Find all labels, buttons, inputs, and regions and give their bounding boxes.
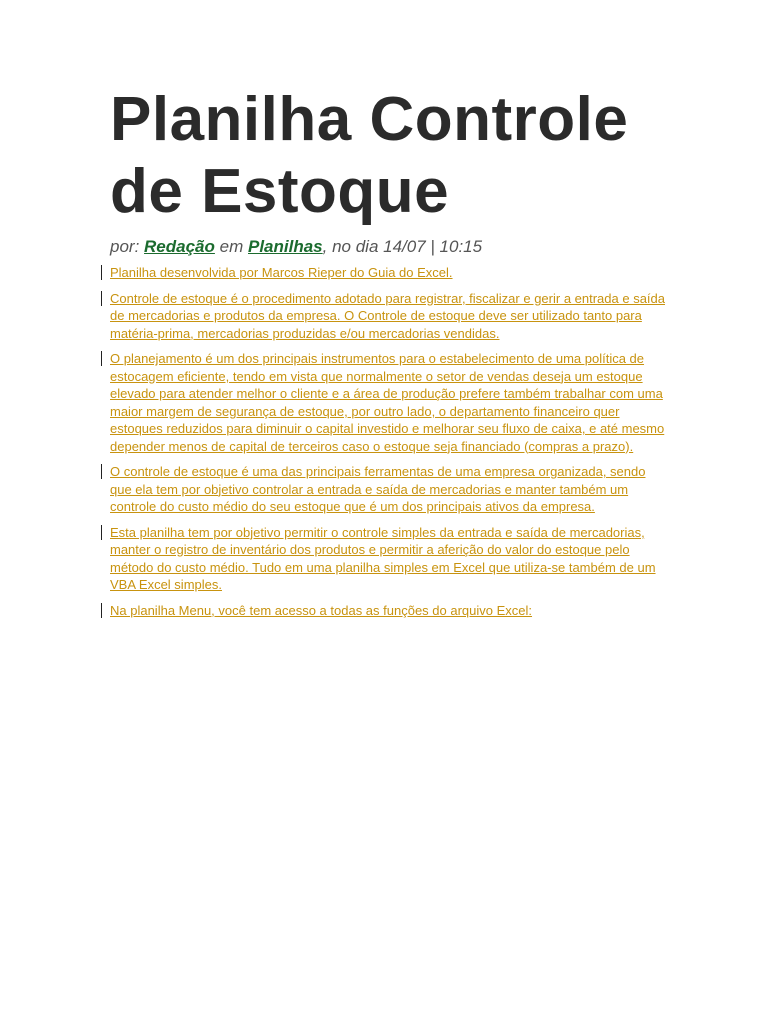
paragraph-text: O planejamento é um dos principais instrumentos para o estabelecimento de uma política de estocagem eficiente, tendo em vista que normalmente o setor de vendas deseja um estoque elevado para atender melhor o cliente e a área de produção prefere também trabalhar com uma maior margem de segurança de estoque, por outro lado, o departamento financeiro quer estoques reduzidos para diminuir o capital investido e melhorar seu fluxo de caixa, e até mesmo depender menos de capital de terceiros caso o estoque seja financiado (compras a prazo).: [110, 351, 665, 454]
paragraph-3[interactable]: [110, 350, 666, 455]
text-cursor-marker: [101, 603, 102, 618]
article-body: [110, 264, 666, 619]
byline-prefix: por:: [110, 237, 140, 256]
byline-date: , no dia 14/07 | 10:15: [322, 237, 483, 256]
text-cursor-marker: [101, 525, 102, 540]
text-cursor-marker: [101, 291, 102, 306]
byline: [110, 236, 666, 258]
text-cursor-marker: [101, 464, 102, 479]
paragraph-text: Planilha desenvolvida por Marcos Rieper do Guia do Excel.: [110, 265, 453, 280]
category-link[interactable]: Planilhas: [248, 237, 323, 256]
paragraph-4[interactable]: [110, 463, 666, 516]
paragraph-text: Esta planilha tem por objetivo permitir o controle simples da entrada e saída de mercadorias, manter o registro de inventário dos produtos e permitir a aferição do valor do estoque pelo método do custo médio. Tudo em uma planilha simples em Excel que utiliza-se também de um VBA Excel simples.: [110, 524, 656, 592]
author-link[interactable]: Redação: [144, 237, 215, 256]
page-title: Planilha Controle de Estoque: [110, 85, 629, 226]
text-cursor-marker: [101, 351, 102, 366]
paragraph-text: Na planilha Menu, você tem acesso a todas as funções do arquivo Excel:: [110, 602, 533, 618]
document-page: [110, 84, 666, 627]
paragraph-5[interactable]: [110, 524, 666, 594]
paragraph-text: Controle de estoque é o procedimento adotado para registrar, fiscalizar e gerir a entrada e saída de mercadorias e produtos da empresa. O Controle de estoque deve ser utilizado tanto para matéria-prima, mercadorias produzidas e/ou mercadorias vendidas.: [110, 290, 666, 341]
paragraph-text: O controle de estoque é uma das principais ferramentas de uma empresa organizada, sendo que ela tem por objetivo controlar a entrada e saída de mercadorias e manter também um controle do custo médio do seu estoque que é um dos principais ativos da empresa.: [110, 464, 646, 514]
paragraph-1[interactable]: [110, 264, 666, 282]
text-cursor-marker: [101, 265, 102, 280]
paragraph-6[interactable]: [110, 602, 666, 620]
paragraph-2[interactable]: [110, 290, 666, 343]
byline-in-word: em: [219, 237, 244, 256]
